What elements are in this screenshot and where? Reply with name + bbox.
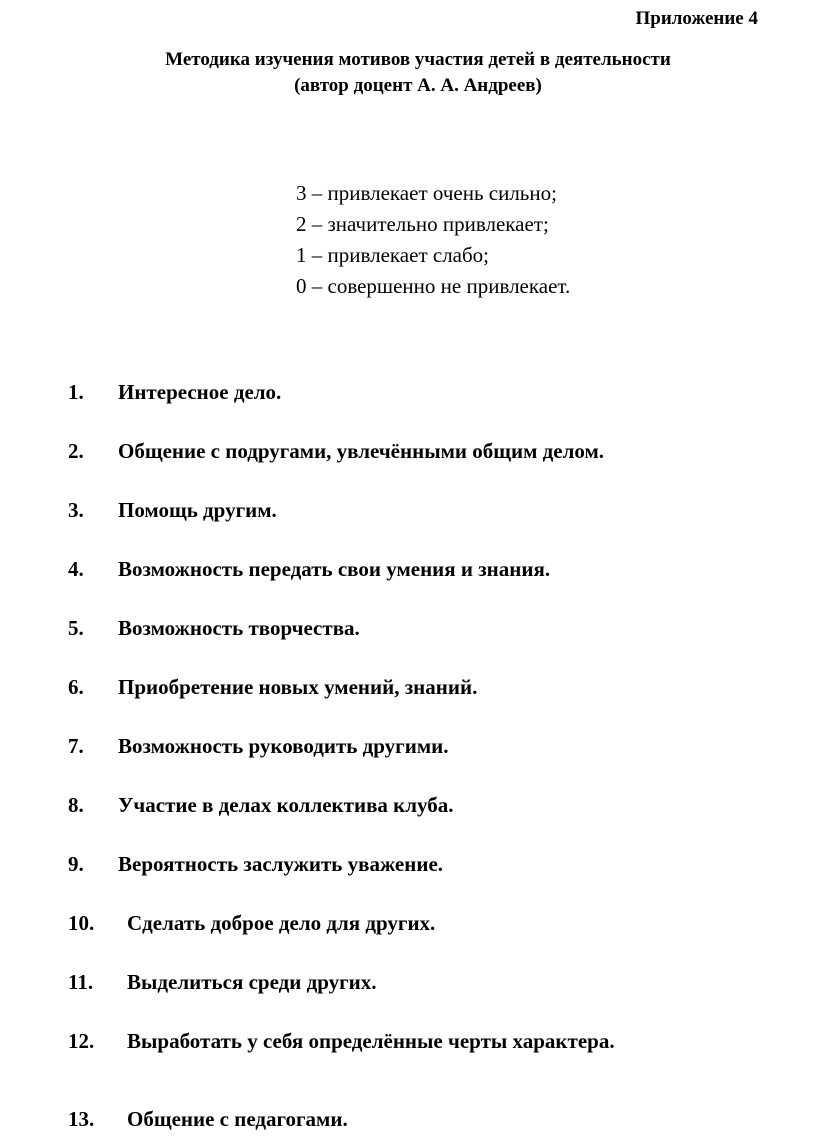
document-title-line-2: (автор доцент А. А. Андреев) [294,75,542,96]
motive-text: Интересное дело. [118,380,282,404]
motive-item [68,911,435,936]
motive-item [68,557,550,582]
motive-text: Возможность передать свои умения и знания. [118,557,551,581]
motive-number: 9. [68,852,84,876]
motive-number: 2. [68,439,84,463]
motive-text: Выработать у себя определённые черты характера. [127,1029,615,1053]
motive-item [68,970,377,995]
document-title [0,47,816,99]
motive-number: 11. [68,970,94,994]
motive-text: Возможность творчества. [118,616,360,640]
motive-number: 8. [68,793,84,817]
motive-number: 5. [68,616,84,640]
scale-item: 0 – совершенно не привлекает. [296,274,571,298]
rating-scale [296,178,570,302]
scale-item: 3 – привлекает очень сильно; [296,181,557,205]
motive-text: Помощь другим. [118,498,277,522]
motive-number: 6. [68,675,84,699]
scale-item: 1 – привлекает слабо; [296,243,490,267]
motive-text: Общение с педагогами. [127,1107,348,1131]
motive-item [68,852,443,877]
motive-text: Участие в делах коллектива клуба. [118,793,454,817]
document-title-line-1: Методика изучения мотивов участия детей в деятельности [165,49,671,70]
motive-text: Вероятность заслужить уважение. [118,852,444,876]
motive-number: 4. [68,557,84,581]
motive-number: 1. [68,380,84,404]
motive-text: Приобретение новых умений, знаний. [118,675,478,699]
appendix-label: Приложение 4 [635,8,758,29]
motive-number: 10. [68,911,95,935]
motive-item [68,1107,348,1132]
motive-text: Сделать доброе дело для других. [127,911,436,935]
motive-text: Общение с подругами, увлечёнными общим делом. [118,439,605,463]
motive-item [68,439,604,464]
motive-item [68,616,360,641]
motive-number: 12. [68,1029,95,1053]
motive-item [68,793,454,818]
motive-number: 13. [68,1107,95,1131]
motive-item [68,380,281,405]
motive-text: Возможность руководить другими. [118,734,449,758]
motive-item [68,498,277,523]
motive-item [68,675,477,700]
motive-item [68,1029,615,1054]
motive-item [68,734,448,759]
motive-number: 7. [68,734,84,758]
motive-text: Выделиться среди других. [127,970,377,994]
scale-item: 2 – значительно привлекает; [296,212,549,236]
motive-number: 3. [68,498,84,522]
